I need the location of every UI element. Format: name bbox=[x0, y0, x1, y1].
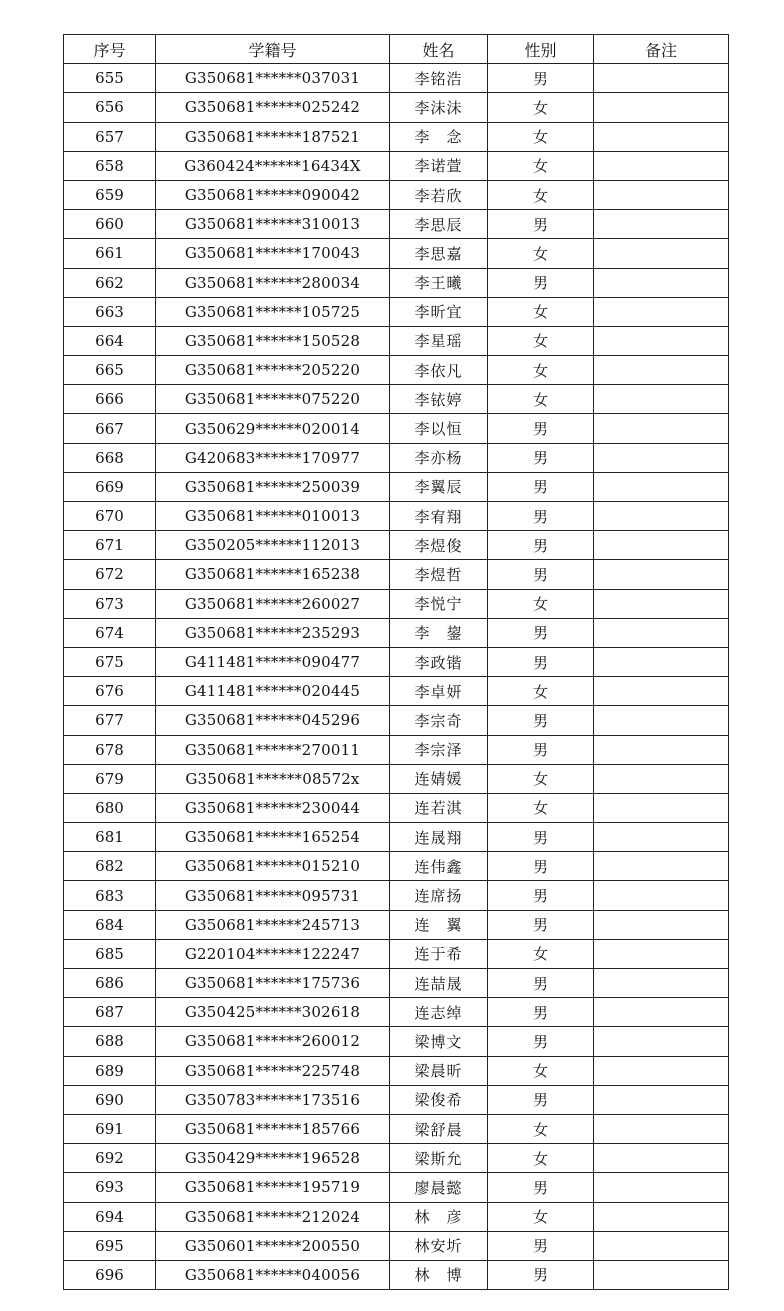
cell-name: 李宥翔 bbox=[390, 502, 488, 531]
table-row bbox=[64, 969, 729, 998]
cell-gender: 男 bbox=[488, 910, 594, 939]
cell-serial-number: 670 bbox=[64, 502, 156, 531]
cell-serial-number: 666 bbox=[64, 385, 156, 414]
cell-note bbox=[594, 356, 729, 385]
cell-gender: 女 bbox=[488, 180, 594, 209]
table-row bbox=[64, 1114, 729, 1143]
table-row bbox=[64, 326, 729, 355]
cell-gender: 男 bbox=[488, 414, 594, 443]
cell-serial-number: 682 bbox=[64, 852, 156, 881]
cell-name: 李亦杨 bbox=[390, 443, 488, 472]
table-row bbox=[64, 151, 729, 180]
cell-note bbox=[594, 210, 729, 239]
cell-student-id: G350681******270011 bbox=[156, 735, 390, 764]
cell-student-id: G350681******105725 bbox=[156, 297, 390, 326]
cell-serial-number: 691 bbox=[64, 1114, 156, 1143]
cell-gender: 男 bbox=[488, 969, 594, 998]
cell-serial-number: 689 bbox=[64, 1056, 156, 1085]
cell-gender: 女 bbox=[488, 326, 594, 355]
cell-name: 李星瑶 bbox=[390, 326, 488, 355]
cell-student-id: G350681******260027 bbox=[156, 589, 390, 618]
cell-note bbox=[594, 1056, 729, 1085]
table-row bbox=[64, 793, 729, 822]
cell-note bbox=[594, 239, 729, 268]
cell-serial-number: 668 bbox=[64, 443, 156, 472]
cell-gender: 男 bbox=[488, 1231, 594, 1260]
cell-student-id: G360424******16434X bbox=[156, 151, 390, 180]
cell-note bbox=[594, 823, 729, 852]
cell-note bbox=[594, 443, 729, 472]
cell-student-id: G350681******010013 bbox=[156, 502, 390, 531]
cell-name: 连志绰 bbox=[390, 998, 488, 1027]
cell-name: 连于希 bbox=[390, 939, 488, 968]
cell-serial-number: 673 bbox=[64, 589, 156, 618]
cell-student-id: G350629******020014 bbox=[156, 414, 390, 443]
cell-student-id: G350681******040056 bbox=[156, 1260, 390, 1289]
cell-name: 廖晨懿 bbox=[390, 1173, 488, 1202]
header-gender: 性别 bbox=[488, 35, 594, 64]
cell-serial-number: 678 bbox=[64, 735, 156, 764]
cell-gender: 女 bbox=[488, 1144, 594, 1173]
cell-name: 李宗奇 bbox=[390, 706, 488, 735]
table-header bbox=[64, 35, 729, 64]
cell-note bbox=[594, 618, 729, 647]
cell-serial-number: 656 bbox=[64, 93, 156, 122]
cell-serial-number: 694 bbox=[64, 1202, 156, 1231]
cell-note bbox=[594, 1085, 729, 1114]
cell-gender: 男 bbox=[488, 560, 594, 589]
cell-serial-number: 674 bbox=[64, 618, 156, 647]
cell-name: 李思辰 bbox=[390, 210, 488, 239]
cell-gender: 男 bbox=[488, 210, 594, 239]
cell-gender: 男 bbox=[488, 647, 594, 676]
cell-note bbox=[594, 677, 729, 706]
roster-sheet bbox=[63, 34, 729, 1290]
cell-name: 李思嘉 bbox=[390, 239, 488, 268]
cell-note bbox=[594, 1173, 729, 1202]
table-row bbox=[64, 560, 729, 589]
cell-note bbox=[594, 1260, 729, 1289]
cell-name: 连 翼 bbox=[390, 910, 488, 939]
cell-note bbox=[594, 793, 729, 822]
cell-serial-number: 662 bbox=[64, 268, 156, 297]
cell-note bbox=[594, 1202, 729, 1231]
cell-gender: 男 bbox=[488, 472, 594, 501]
cell-name: 李宗泽 bbox=[390, 735, 488, 764]
cell-gender: 女 bbox=[488, 1056, 594, 1085]
cell-gender: 女 bbox=[488, 297, 594, 326]
table-row bbox=[64, 1144, 729, 1173]
table-row bbox=[64, 64, 729, 93]
cell-gender: 男 bbox=[488, 1173, 594, 1202]
cell-student-id: G350425******302618 bbox=[156, 998, 390, 1027]
table-row bbox=[64, 852, 729, 881]
cell-name: 梁晨昕 bbox=[390, 1056, 488, 1085]
cell-student-id: G350681******165238 bbox=[156, 560, 390, 589]
cell-student-id: G350681******08572x bbox=[156, 764, 390, 793]
cell-serial-number: 684 bbox=[64, 910, 156, 939]
cell-gender: 男 bbox=[488, 1085, 594, 1114]
cell-note bbox=[594, 151, 729, 180]
cell-student-id: G350681******187521 bbox=[156, 122, 390, 151]
cell-student-id: G350783******173516 bbox=[156, 1085, 390, 1114]
cell-serial-number: 661 bbox=[64, 239, 156, 268]
table-row bbox=[64, 268, 729, 297]
cell-gender: 女 bbox=[488, 356, 594, 385]
table-row bbox=[64, 502, 729, 531]
cell-name: 李煜哲 bbox=[390, 560, 488, 589]
cell-student-id: G350681******075220 bbox=[156, 385, 390, 414]
table-row bbox=[64, 589, 729, 618]
table-row bbox=[64, 618, 729, 647]
cell-name: 李诺萱 bbox=[390, 151, 488, 180]
cell-note bbox=[594, 881, 729, 910]
cell-student-id: G350681******245713 bbox=[156, 910, 390, 939]
cell-student-id: G350681******260012 bbox=[156, 1027, 390, 1056]
cell-student-id: G350681******175736 bbox=[156, 969, 390, 998]
cell-name: 连婧媛 bbox=[390, 764, 488, 793]
cell-gender: 男 bbox=[488, 443, 594, 472]
cell-student-id: G350681******025242 bbox=[156, 93, 390, 122]
cell-gender: 男 bbox=[488, 531, 594, 560]
cell-gender: 女 bbox=[488, 239, 594, 268]
table-row bbox=[64, 385, 729, 414]
cell-serial-number: 695 bbox=[64, 1231, 156, 1260]
table-row bbox=[64, 239, 729, 268]
cell-gender: 女 bbox=[488, 1114, 594, 1143]
cell-gender: 女 bbox=[488, 589, 594, 618]
cell-note bbox=[594, 297, 729, 326]
cell-note bbox=[594, 852, 729, 881]
cell-serial-number: 663 bbox=[64, 297, 156, 326]
cell-note bbox=[594, 969, 729, 998]
cell-note bbox=[594, 414, 729, 443]
table-row bbox=[64, 881, 729, 910]
cell-name: 梁舒晨 bbox=[390, 1114, 488, 1143]
cell-serial-number: 667 bbox=[64, 414, 156, 443]
cell-name: 李 鋆 bbox=[390, 618, 488, 647]
cell-serial-number: 693 bbox=[64, 1173, 156, 1202]
cell-note bbox=[594, 268, 729, 297]
cell-note bbox=[594, 939, 729, 968]
table-row bbox=[64, 443, 729, 472]
cell-note bbox=[594, 1027, 729, 1056]
cell-student-id: G350681******310013 bbox=[156, 210, 390, 239]
table-row bbox=[64, 677, 729, 706]
cell-serial-number: 679 bbox=[64, 764, 156, 793]
cell-serial-number: 659 bbox=[64, 180, 156, 209]
header-name: 姓名 bbox=[390, 35, 488, 64]
cell-name: 李悦宁 bbox=[390, 589, 488, 618]
cell-student-id: G350681******195719 bbox=[156, 1173, 390, 1202]
cell-name: 李沫沫 bbox=[390, 93, 488, 122]
table-row bbox=[64, 998, 729, 1027]
cell-note bbox=[594, 589, 729, 618]
table-row bbox=[64, 1027, 729, 1056]
cell-gender: 男 bbox=[488, 64, 594, 93]
cell-gender: 女 bbox=[488, 677, 594, 706]
cell-name: 李若欣 bbox=[390, 180, 488, 209]
cell-name: 梁斯允 bbox=[390, 1144, 488, 1173]
cell-note bbox=[594, 385, 729, 414]
cell-serial-number: 658 bbox=[64, 151, 156, 180]
table-row bbox=[64, 1085, 729, 1114]
cell-student-id: G350681******045296 bbox=[156, 706, 390, 735]
cell-serial-number: 669 bbox=[64, 472, 156, 501]
cell-student-id: G350681******225748 bbox=[156, 1056, 390, 1085]
cell-note bbox=[594, 1114, 729, 1143]
cell-serial-number: 688 bbox=[64, 1027, 156, 1056]
header-student-id: 学籍号 bbox=[156, 35, 390, 64]
cell-serial-number: 680 bbox=[64, 793, 156, 822]
cell-gender: 女 bbox=[488, 385, 594, 414]
cell-serial-number: 655 bbox=[64, 64, 156, 93]
cell-serial-number: 681 bbox=[64, 823, 156, 852]
table-row bbox=[64, 531, 729, 560]
cell-note bbox=[594, 706, 729, 735]
cell-name: 李依凡 bbox=[390, 356, 488, 385]
cell-gender: 男 bbox=[488, 502, 594, 531]
cell-name: 李王曦 bbox=[390, 268, 488, 297]
cell-name: 连晟翔 bbox=[390, 823, 488, 852]
cell-name: 林安圻 bbox=[390, 1231, 488, 1260]
cell-name: 连席扬 bbox=[390, 881, 488, 910]
table-row bbox=[64, 356, 729, 385]
cell-note bbox=[594, 1144, 729, 1173]
cell-student-id: G350681******037031 bbox=[156, 64, 390, 93]
cell-gender: 女 bbox=[488, 1202, 594, 1231]
cell-gender: 男 bbox=[488, 1027, 594, 1056]
cell-student-id: G350681******150528 bbox=[156, 326, 390, 355]
cell-name: 连若淇 bbox=[390, 793, 488, 822]
table-row bbox=[64, 939, 729, 968]
cell-student-id: G350681******230044 bbox=[156, 793, 390, 822]
cell-student-id: G411481******090477 bbox=[156, 647, 390, 676]
cell-name: 梁俊希 bbox=[390, 1085, 488, 1114]
cell-note bbox=[594, 560, 729, 589]
cell-note bbox=[594, 326, 729, 355]
cell-gender: 男 bbox=[488, 881, 594, 910]
table-row bbox=[64, 735, 729, 764]
cell-name: 连喆晟 bbox=[390, 969, 488, 998]
cell-gender: 男 bbox=[488, 852, 594, 881]
cell-gender: 男 bbox=[488, 618, 594, 647]
cell-serial-number: 664 bbox=[64, 326, 156, 355]
table-row bbox=[64, 1231, 729, 1260]
cell-note bbox=[594, 531, 729, 560]
cell-note bbox=[594, 735, 729, 764]
cell-serial-number: 690 bbox=[64, 1085, 156, 1114]
table-row bbox=[64, 1202, 729, 1231]
table-row bbox=[64, 472, 729, 501]
table-row bbox=[64, 210, 729, 239]
table-body bbox=[64, 64, 729, 1290]
cell-student-id: G350681******235293 bbox=[156, 618, 390, 647]
cell-serial-number: 676 bbox=[64, 677, 156, 706]
table-row bbox=[64, 180, 729, 209]
cell-student-id: G350429******196528 bbox=[156, 1144, 390, 1173]
header-note: 备注 bbox=[594, 35, 729, 64]
cell-serial-number: 672 bbox=[64, 560, 156, 589]
table-row bbox=[64, 93, 729, 122]
table-row bbox=[64, 910, 729, 939]
table-row bbox=[64, 297, 729, 326]
cell-student-id: G350681******090042 bbox=[156, 180, 390, 209]
cell-note bbox=[594, 764, 729, 793]
cell-serial-number: 675 bbox=[64, 647, 156, 676]
cell-gender: 男 bbox=[488, 1260, 594, 1289]
cell-name: 林 博 bbox=[390, 1260, 488, 1289]
cell-serial-number: 657 bbox=[64, 122, 156, 151]
table-row bbox=[64, 122, 729, 151]
cell-name: 李铭浩 bbox=[390, 64, 488, 93]
table-row bbox=[64, 1056, 729, 1085]
cell-serial-number: 671 bbox=[64, 531, 156, 560]
cell-student-id: G350205******112013 bbox=[156, 531, 390, 560]
cell-student-id: G350681******280034 bbox=[156, 268, 390, 297]
cell-note bbox=[594, 64, 729, 93]
cell-student-id: G350681******250039 bbox=[156, 472, 390, 501]
cell-name: 连伟鑫 bbox=[390, 852, 488, 881]
cell-serial-number: 687 bbox=[64, 998, 156, 1027]
cell-name: 李翼辰 bbox=[390, 472, 488, 501]
cell-gender: 女 bbox=[488, 151, 594, 180]
cell-student-id: G350681******015210 bbox=[156, 852, 390, 881]
cell-gender: 男 bbox=[488, 706, 594, 735]
cell-name: 林 彦 bbox=[390, 1202, 488, 1231]
table-row bbox=[64, 647, 729, 676]
cell-gender: 女 bbox=[488, 764, 594, 793]
cell-note bbox=[594, 472, 729, 501]
cell-name: 李煜俊 bbox=[390, 531, 488, 560]
student-roster-table bbox=[63, 34, 729, 1290]
cell-gender: 女 bbox=[488, 93, 594, 122]
header-row bbox=[64, 35, 729, 64]
cell-note bbox=[594, 998, 729, 1027]
cell-student-id: G350681******212024 bbox=[156, 1202, 390, 1231]
cell-gender: 男 bbox=[488, 998, 594, 1027]
cell-student-id: G411481******020445 bbox=[156, 677, 390, 706]
cell-gender: 女 bbox=[488, 939, 594, 968]
cell-name: 李以恒 bbox=[390, 414, 488, 443]
cell-student-id: G350681******095731 bbox=[156, 881, 390, 910]
cell-gender: 女 bbox=[488, 793, 594, 822]
cell-serial-number: 660 bbox=[64, 210, 156, 239]
cell-student-id: G350601******200550 bbox=[156, 1231, 390, 1260]
cell-student-id: G350681******185766 bbox=[156, 1114, 390, 1143]
cell-student-id: G220104******122247 bbox=[156, 939, 390, 968]
cell-serial-number: 686 bbox=[64, 969, 156, 998]
cell-serial-number: 665 bbox=[64, 356, 156, 385]
cell-note bbox=[594, 910, 729, 939]
cell-note bbox=[594, 1231, 729, 1260]
cell-note bbox=[594, 93, 729, 122]
cell-name: 梁博文 bbox=[390, 1027, 488, 1056]
table-row bbox=[64, 1173, 729, 1202]
cell-gender: 男 bbox=[488, 268, 594, 297]
table-row bbox=[64, 414, 729, 443]
header-serial-number: 序号 bbox=[64, 35, 156, 64]
cell-student-id: G350681******170043 bbox=[156, 239, 390, 268]
cell-note bbox=[594, 122, 729, 151]
table-row bbox=[64, 1260, 729, 1289]
cell-name: 李昕宜 bbox=[390, 297, 488, 326]
cell-student-id: G350681******165254 bbox=[156, 823, 390, 852]
cell-student-id: G420683******170977 bbox=[156, 443, 390, 472]
cell-gender: 男 bbox=[488, 735, 594, 764]
cell-gender: 女 bbox=[488, 122, 594, 151]
table-row bbox=[64, 764, 729, 793]
cell-student-id: G350681******205220 bbox=[156, 356, 390, 385]
cell-serial-number: 696 bbox=[64, 1260, 156, 1289]
table-row bbox=[64, 823, 729, 852]
cell-name: 李铱婷 bbox=[390, 385, 488, 414]
cell-serial-number: 692 bbox=[64, 1144, 156, 1173]
cell-serial-number: 683 bbox=[64, 881, 156, 910]
cell-serial-number: 677 bbox=[64, 706, 156, 735]
cell-note bbox=[594, 180, 729, 209]
cell-note bbox=[594, 647, 729, 676]
table-row bbox=[64, 706, 729, 735]
cell-name: 李 念 bbox=[390, 122, 488, 151]
cell-name: 李政锴 bbox=[390, 647, 488, 676]
cell-gender: 男 bbox=[488, 823, 594, 852]
cell-note bbox=[594, 502, 729, 531]
cell-serial-number: 685 bbox=[64, 939, 156, 968]
cell-name: 李卓妍 bbox=[390, 677, 488, 706]
